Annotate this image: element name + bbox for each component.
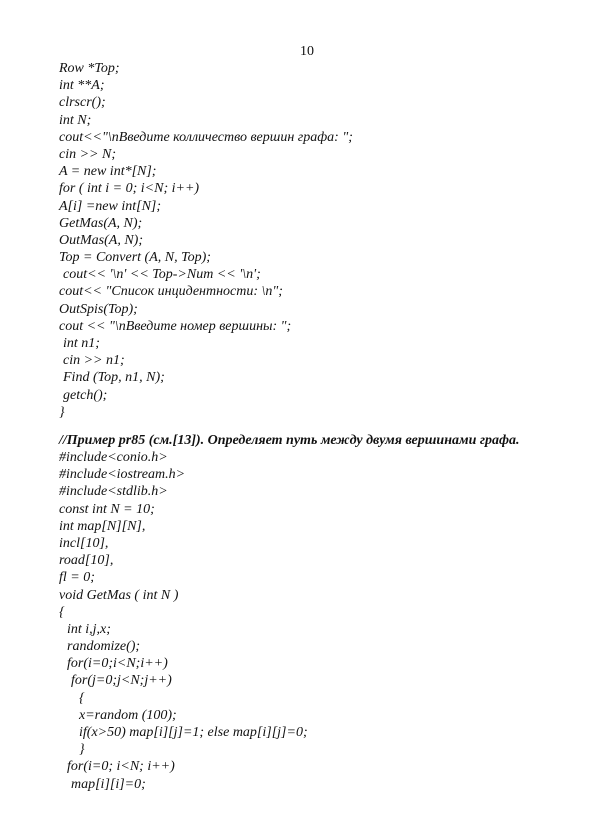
code-line: for ( int i = 0; i<N; i++) — [59, 181, 200, 197]
code-line: for(j=0;j<N;j++) — [71, 673, 172, 689]
code-line: getch(); — [63, 387, 108, 403]
code-line: OutMas(A, N); — [59, 232, 143, 248]
code-line: A = new int*[N]; — [59, 164, 157, 180]
code-block-main — [59, 60, 579, 421]
code-line: Find (Top, n1, N); — [63, 370, 165, 386]
code-line: OutSpis(Top); — [59, 301, 138, 317]
code-line: cout<<"\nВведите колличество вершин графа: "; — [59, 129, 353, 145]
example-heading: //Пример pr85 (см.[13]). Определяет путь между двумя вершинами графа. — [59, 433, 520, 448]
code-line: cin >> n1; — [63, 353, 125, 369]
code-line: road[10], — [59, 553, 114, 569]
code-line: #include<iostream.h> — [59, 467, 186, 483]
code-line: x=random (100); — [79, 707, 177, 723]
code-line: clrscr(); — [59, 95, 106, 111]
code-line: for(i=0; i<N; i++) — [67, 759, 175, 775]
code-line: fl = 0; — [59, 570, 95, 586]
code-line: cout<< '\n' << Top->Num << '\n'; — [63, 267, 261, 283]
code-line: cout<< "Список инциденmности: \n"; — [59, 284, 283, 300]
code-line: cout << "\nВведите номер вершины: "; — [59, 318, 292, 334]
code-line: int i,j,x; — [67, 621, 111, 637]
code-line: void GetMas ( int N ) — [59, 587, 179, 603]
code-line: incl[10], — [59, 535, 109, 551]
code-line: int n1; — [63, 336, 100, 351]
page-number: 10 — [300, 44, 314, 59]
code-line: for(i=0;i<N;i++) — [67, 656, 168, 672]
code-line: int N; — [59, 112, 92, 128]
code-line: int map[N][N], — [59, 518, 146, 534]
code-line: Top = Convert (A, N, Top); — [59, 250, 211, 266]
code-line: map[i][i]=0; — [71, 776, 146, 792]
code-line: #include<conio.h> — [59, 450, 168, 465]
code-block-example — [59, 432, 589, 793]
code-line: Row *Top; — [59, 61, 120, 76]
code-line: randomize(); — [67, 639, 141, 655]
code-line: if(x>50) map[i][j]=1; else map[i][j]=0; — [79, 725, 308, 740]
code-line: A[i] =new int[N]; — [59, 198, 162, 214]
code-line: } — [79, 742, 85, 758]
code-line: GetMas(A, N); — [59, 215, 143, 231]
code-line: } — [59, 404, 65, 420]
code-line: { — [59, 604, 65, 620]
code-line: { — [79, 690, 85, 706]
code-line: int **A; — [59, 78, 105, 94]
code-line: const int N = 10; — [59, 501, 155, 517]
code-line: cin >> N; — [59, 146, 116, 162]
code-line: #include<stdlib.h> — [59, 484, 168, 500]
